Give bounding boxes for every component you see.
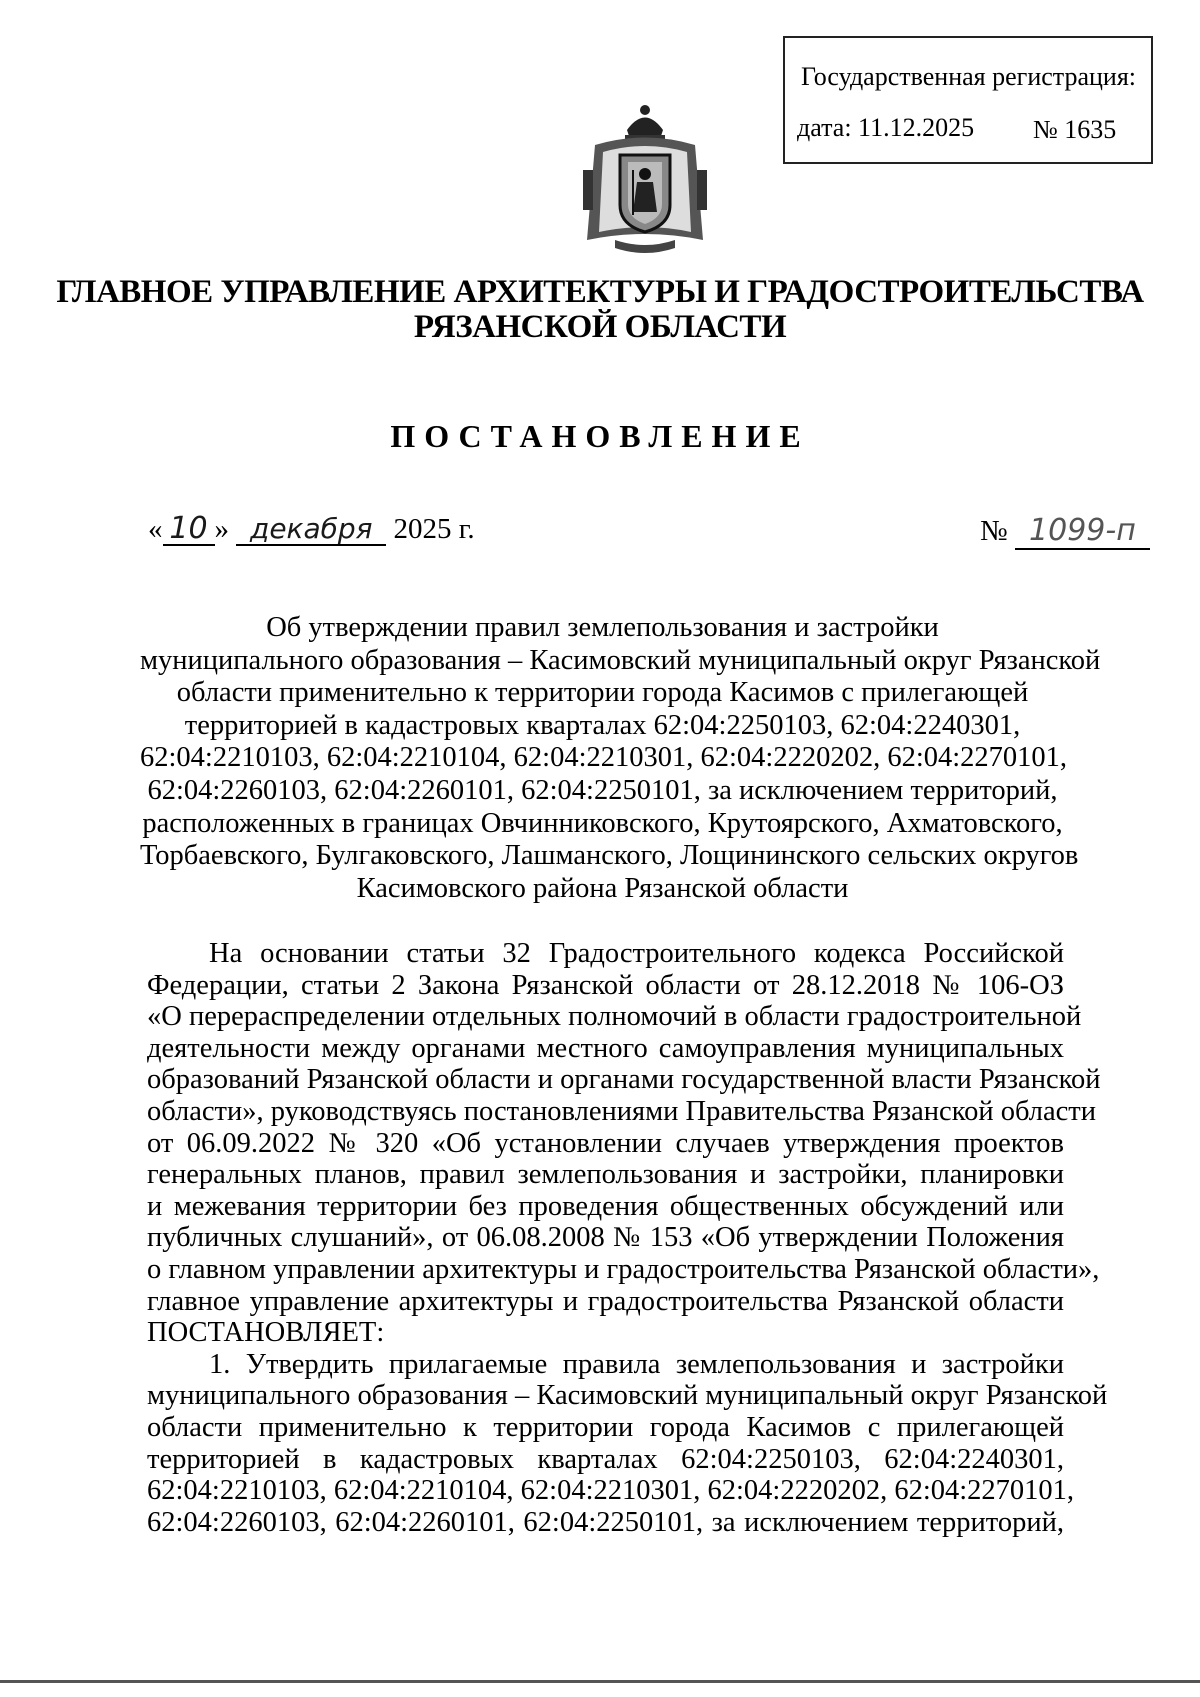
subject-line: 62:04:2260103, 62:04:2260101, 62:04:2250101, за исключением территорий, xyxy=(147,774,1058,806)
body-line: 62:04:2260103, 62:04:2260101, 62:04:2250101, за исключением территорий, xyxy=(147,1506,1064,1538)
body-line: о главном управлении архитектуры и градостроительства Рязанской области», xyxy=(147,1253,1100,1285)
body-line: «О перераспределении отдельных полномочий в области градостроительной xyxy=(147,1001,1082,1033)
body-line: территорией в кадастровых кварталах 62:04:2250103, 62:04:2240301, xyxy=(147,1443,1064,1475)
body-line: 62:04:2210103, 62:04:2210104, 62:04:2210301, 62:04:2220202, 62:04:2270101, xyxy=(147,1475,1075,1507)
body-line: области», руководствуясь постановлениями Правительства Рязанской области xyxy=(147,1095,1096,1127)
date-day: 10 xyxy=(163,514,215,546)
body-line: На основании статьи 32 Градостроительного кодекса Российской xyxy=(209,938,1064,969)
page-bottom-edge xyxy=(0,1680,1200,1683)
registration-title: Государственная регистрация: xyxy=(801,62,1137,91)
body-line: главное управление архитектуры и градостроительства Рязанской области xyxy=(147,1285,1064,1317)
body-line: от 06.09.2022 № 320 «Об установлении случаев утверждения проектов xyxy=(147,1127,1064,1159)
subject-line: Об утверждении правил землепользования и застройки xyxy=(266,612,939,643)
agency-name-line-2: РЯЗАНСКОЙ ОБЛАСТИ xyxy=(413,309,787,345)
body-line: ПОСТАНОВЛЯЕТ: xyxy=(147,1317,385,1349)
subject-line: территорией в кадастровых кварталах 62:04:2250103, 62:04:2240301, xyxy=(184,709,1021,741)
document-type: ПОСТАНОВЛЕНИЕ xyxy=(390,418,810,454)
subject-line: муниципального образования – Касимовский муниципальный округ Рязанской xyxy=(140,644,1101,676)
document-subject xyxy=(140,612,1101,905)
registration-number: № 1635 xyxy=(1033,115,1117,144)
document-number-line xyxy=(980,513,1150,550)
document-number-value: 1099-п xyxy=(1015,513,1150,550)
subject-line: области применительно к территории города Касимов с прилегающей xyxy=(176,677,1029,709)
document-body xyxy=(147,938,1108,1538)
subject-line: расположенных в границах Овчинниковского, Крутоярского, Ахматовского, xyxy=(142,807,1063,839)
body-line: Федерации, статьи 2 Закона Рязанской области от 28.12.2018 № 106-ОЗ xyxy=(147,969,1064,1001)
registration-stamp xyxy=(783,36,1153,164)
body-line: 1. Утвердить прилагаемые правила землепользования и застройки xyxy=(209,1348,1064,1380)
body-line: и межевания территории без проведения общественных обсуждений или xyxy=(147,1190,1064,1222)
coat-of-arms-icon xyxy=(575,100,715,260)
agency-name-line-1: ГЛАВНОЕ УПРАВЛЕНИЕ АРХИТЕКТУРЫ И ГРАДОСТРОИТЕЛЬСТВА xyxy=(56,274,1144,310)
document-number-prefix: № xyxy=(980,515,1008,547)
body-line: образований Рязанской области и органами государственной власти Рязанской xyxy=(147,1064,1101,1096)
subject-line: Торбаевского, Булгаковского, Лашманского, Лощининского сельских округов xyxy=(140,840,1079,872)
body-line: генеральных планов, правил землепользования и застройки, планировки xyxy=(147,1159,1064,1191)
date-line xyxy=(148,513,475,546)
body-line: муниципального образования – Касимовский муниципальный округ Рязанской xyxy=(147,1380,1108,1412)
date-year: 2025 г. xyxy=(393,513,475,545)
body-line: деятельности между органами местного самоуправления муниципальных xyxy=(147,1032,1064,1064)
date-close-quote: » xyxy=(214,513,229,545)
date-open-quote: « xyxy=(148,513,163,545)
body-line: области применительно к территории города Касимов с прилегающей xyxy=(147,1411,1064,1443)
registration-date: дата: 11.12.2025 xyxy=(797,113,975,142)
date-month: декабря xyxy=(236,514,386,546)
subject-line: 62:04:2210103, 62:04:2210104, 62:04:2210301, 62:04:2220202, 62:04:2270101, xyxy=(140,742,1068,774)
subject-line: Касимовского района Рязанской области xyxy=(356,872,849,904)
body-line: публичных слушаний», от 06.08.2008 № 153 «Об утверждении Положения xyxy=(147,1222,1064,1254)
